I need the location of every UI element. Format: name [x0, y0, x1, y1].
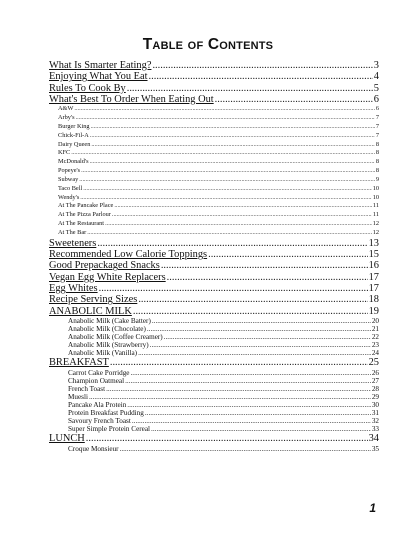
toc-entry-page: 22 — [371, 333, 379, 342]
toc-entry-title: BREAKFAST — [49, 357, 109, 369]
toc-entry — [49, 425, 379, 433]
toc-entry-title: Vegan Egg White Replacers — [49, 271, 166, 283]
toc-entry — [49, 349, 379, 357]
toc-entry[interactable] — [49, 306, 379, 317]
dot-leader — [133, 306, 368, 317]
toc-entry-title: Recipe Serving Sizes — [49, 294, 138, 306]
toc-entry-title: Croque Monsieur — [68, 444, 119, 453]
toc-entry — [49, 176, 379, 185]
dot-leader — [130, 369, 370, 377]
toc-entry-title: Carrot Cake Porridge — [68, 368, 130, 377]
toc-entry-page: 10 — [372, 184, 379, 192]
toc-entry-page: 29 — [371, 392, 379, 401]
dot-leader — [105, 220, 372, 229]
toc-entry-page: 8 — [375, 149, 379, 157]
dot-leader — [79, 176, 375, 185]
dot-leader — [138, 294, 367, 305]
toc-entry[interactable] — [49, 272, 379, 283]
toc-entry-title: Egg Whites — [49, 283, 98, 295]
toc-entry-title: Subway — [58, 175, 79, 183]
toc-entry-page: 24 — [371, 349, 379, 358]
toc-entry — [49, 445, 379, 453]
toc-entry-title: Anabolic Milk (Strawberry) — [68, 341, 149, 350]
toc-entry[interactable] — [49, 357, 379, 368]
toc-entry-title: Recommended Low Calorie Toppings — [49, 249, 208, 261]
toc-entry-page: 30 — [371, 401, 379, 410]
toc-entry — [49, 409, 379, 417]
toc-entry-page: 12 — [372, 229, 379, 236]
toc-entry — [49, 132, 379, 141]
dot-leader — [86, 433, 368, 444]
toc-entry-page: 4 — [373, 71, 379, 83]
toc-entry-title: Pancake Ala Protein — [68, 401, 127, 410]
toc-entry-title: Taco Bell — [58, 184, 83, 192]
toc-entry-title: A&W — [58, 105, 74, 113]
toc-entry-page: 6 — [375, 105, 379, 113]
toc-entry-page: 12 — [372, 220, 379, 228]
toc-entry-page: 8 — [375, 158, 379, 166]
toc-entry — [49, 417, 379, 425]
toc-entry-page: 5 — [373, 82, 379, 94]
toc-entry[interactable] — [49, 260, 379, 271]
dot-leader — [152, 317, 371, 325]
toc-entry-page: 11 — [372, 211, 379, 219]
toc-entry-title: Dairy Queen — [58, 140, 91, 148]
dot-leader — [167, 272, 368, 283]
page-title: Table of Contents — [142, 36, 274, 53]
dot-leader — [81, 167, 375, 176]
toc-entry-title: Sweeteners — [49, 237, 97, 249]
toc-entry-title: What's Best To Order When Eating Out — [49, 93, 214, 105]
toc-entry[interactable] — [49, 60, 379, 71]
toc-entry-page: 9 — [375, 175, 379, 183]
toc-entry[interactable] — [49, 283, 379, 294]
toc-entry-page: 7 — [375, 122, 379, 130]
toc-entry-page: 21 — [371, 325, 379, 334]
toc-entry — [49, 393, 379, 401]
dot-leader — [132, 417, 371, 425]
dot-leader — [150, 341, 371, 349]
dot-leader — [127, 401, 371, 409]
toc-entry-page: 8 — [375, 140, 379, 148]
toc-entry[interactable] — [49, 94, 379, 105]
toc-entry-title: French Toast — [68, 384, 106, 393]
dot-leader — [110, 357, 368, 368]
toc-entry-title: Anabolic Milk (Coffee Creamer) — [68, 333, 163, 342]
toc-entry-page: 17 — [368, 271, 379, 283]
toc-entry — [49, 385, 379, 393]
toc-entry-title: Arby's — [58, 114, 75, 122]
toc-entry-page: 11 — [372, 202, 379, 210]
toc-entry-title: At The Pancake Place — [58, 202, 114, 210]
toc-entry-title: What Is Smarter Eating? — [49, 60, 152, 71]
toc-entry-title: ANABOLIC MILK — [49, 305, 132, 317]
toc-entry-title: Muesli — [68, 392, 88, 401]
dot-leader — [76, 114, 375, 123]
toc-entry-page: 33 — [371, 425, 379, 434]
toc-entry — [49, 325, 379, 333]
toc-entry-page: 8 — [375, 167, 379, 175]
page-number: 1 — [369, 501, 376, 515]
dot-leader — [152, 60, 372, 71]
dot-leader — [71, 149, 375, 158]
toc-entry — [49, 333, 379, 341]
toc-entry-page: 7 — [375, 114, 379, 122]
toc-entry-page: 17 — [368, 283, 379, 295]
toc-entry-title: At The Bar — [58, 229, 87, 236]
toc-entry-title: McDonald's — [58, 158, 89, 166]
toc-entry-page: 34 — [368, 433, 379, 445]
toc-entry — [49, 194, 379, 203]
toc-entry — [49, 377, 379, 385]
dot-leader — [91, 123, 375, 132]
dot-leader — [114, 202, 372, 211]
dot-leader — [106, 385, 371, 393]
toc-entry — [49, 211, 379, 220]
dot-leader — [161, 260, 368, 271]
toc-entry-title: Burger King — [58, 122, 90, 130]
toc-entry — [49, 341, 379, 349]
toc-entry-title: Popeye's — [58, 167, 81, 175]
toc-entry-page: 7 — [375, 131, 379, 139]
toc-entry — [49, 185, 379, 194]
toc-entry-page: 28 — [371, 384, 379, 393]
toc-entry — [49, 317, 379, 325]
dot-leader — [208, 249, 368, 260]
toc-entry — [49, 114, 379, 123]
toc-entry[interactable] — [49, 294, 379, 305]
toc-entry[interactable] — [49, 71, 379, 82]
toc-entry-page: 10 — [372, 193, 379, 201]
toc-entry-title: LUNCH — [49, 433, 85, 445]
toc-entry — [49, 167, 379, 176]
toc-entry — [49, 229, 379, 238]
toc-entry-page: 27 — [371, 376, 379, 385]
toc-entry — [49, 220, 379, 229]
dot-leader — [91, 141, 374, 150]
dot-leader — [90, 158, 375, 167]
toc-entry-title: Wendy's — [58, 193, 80, 201]
toc-entry — [49, 149, 379, 158]
toc-entry-page: 23 — [371, 341, 379, 350]
toc-entry-title: Protein Breakfast Pudding — [68, 409, 144, 418]
toc-entry-title: At The Pizza Parlour — [58, 211, 111, 219]
toc-entry-title: Enjoying What You Eat — [49, 71, 148, 83]
toc-entry[interactable] — [49, 83, 379, 94]
toc-entry-title: Anabolic Milk (Chocolate) — [68, 325, 146, 334]
toc-entry-title: Anabolic Milk (Vanilla) — [68, 349, 138, 358]
dot-leader — [164, 333, 371, 341]
toc-entry-page: 32 — [371, 417, 379, 426]
dot-leader — [90, 132, 375, 141]
toc-entry[interactable] — [49, 238, 379, 249]
toc-entry — [49, 369, 379, 377]
toc-entry[interactable] — [49, 433, 379, 444]
toc-entry-title: KFC — [58, 149, 71, 157]
dot-leader — [87, 229, 371, 238]
toc-entry-page: 26 — [371, 368, 379, 377]
toc-entry-page: 16 — [368, 260, 379, 272]
toc-entry-page: 3 — [373, 60, 379, 71]
toc-entry-page: 6 — [373, 93, 379, 105]
toc-entry-page: 35 — [371, 444, 379, 453]
dot-leader — [127, 83, 373, 94]
toc-entry-page: 19 — [368, 305, 379, 317]
toc-entry-title: Good Prepackaged Snacks — [49, 260, 160, 272]
toc-entry — [49, 105, 379, 114]
dot-leader — [99, 283, 368, 294]
dot-leader — [215, 94, 373, 105]
dot-leader — [89, 393, 371, 401]
table-of-contents — [49, 60, 379, 453]
toc-entry-title: Chick-Fil-A — [58, 131, 89, 139]
toc-entry-page: 31 — [371, 409, 379, 418]
toc-entry[interactable] — [49, 249, 379, 260]
toc-entry-page: 13 — [368, 237, 379, 249]
dot-leader — [145, 409, 371, 417]
toc-entry-title: Super Simple Protein Cereal — [68, 425, 151, 434]
dot-leader — [149, 71, 373, 82]
toc-entry-page: 18 — [368, 294, 379, 306]
dot-leader — [112, 211, 372, 220]
dot-leader — [151, 425, 371, 433]
toc-entry-page: 25 — [368, 357, 379, 369]
toc-entry — [49, 158, 379, 167]
dot-leader — [125, 377, 371, 385]
toc-entry-title: At The Restaurant — [58, 220, 105, 228]
dot-leader — [80, 194, 371, 203]
toc-entry — [49, 141, 379, 150]
toc-entry — [49, 401, 379, 409]
toc-entry-title: Savoury French Toast — [68, 417, 131, 426]
toc-entry-title: Champion Oatmeal — [68, 376, 125, 385]
toc-entry-title: Anabolic Milk (Cake Batter) — [68, 316, 151, 325]
dot-leader — [83, 185, 371, 194]
dot-leader — [120, 445, 371, 453]
toc-entry-title: Rules To Cook By — [49, 82, 126, 94]
dot-leader — [74, 105, 374, 114]
toc-entry-page: 15 — [368, 249, 379, 261]
dot-leader — [97, 238, 367, 249]
toc-entry-page: 20 — [371, 316, 379, 325]
toc-entry — [49, 123, 379, 132]
dot-leader — [147, 325, 371, 333]
dot-leader — [138, 349, 371, 357]
toc-entry — [49, 202, 379, 211]
